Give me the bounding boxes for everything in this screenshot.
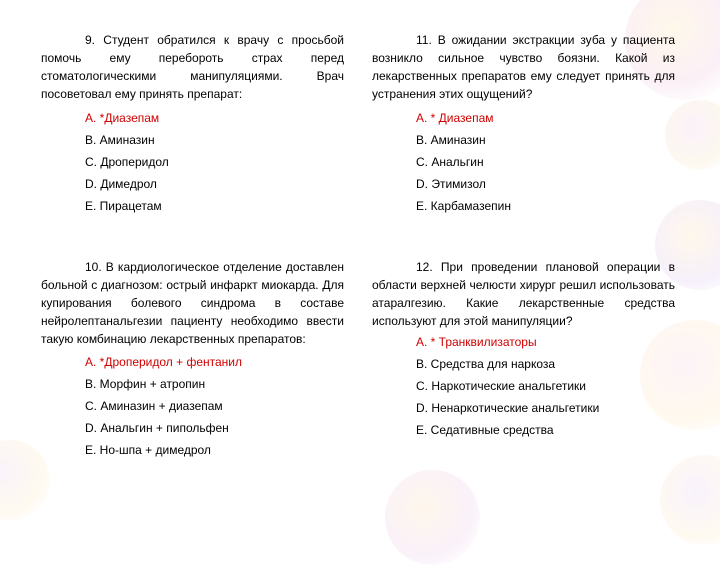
- question-11: [372, 31, 675, 217]
- option-c: С. Наркотические анальгетики: [416, 379, 586, 393]
- option-d: D. Этимизол: [416, 177, 486, 191]
- decorative-bubble: [385, 470, 480, 565]
- option-a: А. * Транквилизаторы: [416, 335, 537, 349]
- option-e: Е. Но-шпа + димедрол: [85, 443, 211, 457]
- option-c: С. Дроперидол: [85, 155, 169, 169]
- option-b: В. Средства для наркоза: [416, 357, 556, 371]
- decorative-bubble: [660, 455, 720, 545]
- option-e: Е. Карбамазепин: [416, 199, 511, 213]
- question-10: [41, 258, 344, 461]
- question-text: 12. При проведении плановой операции в области верхней челюсти хирург решил использовать атаралгезию. Какие лекарственные средства используют для этой манипуляции?: [372, 260, 675, 328]
- option-d: D. Ненаркотические анальгетики: [416, 401, 600, 415]
- answer-options: [372, 107, 675, 217]
- question-text: 9. Студент обратился к врачу с просьбой помочь ему перебороть страх перед стоматологическими манипуляциями. Врач посоветовал ему принять препарат:: [41, 33, 344, 101]
- option-c: С. Анальгин: [416, 155, 484, 169]
- option-e: Е. Пирацетам: [85, 199, 162, 213]
- option-b: В. Морфин + атропин: [85, 377, 206, 391]
- answer-options: [41, 107, 344, 217]
- question-text: 10. В кардиологическое отделение доставлен больной с диагнозом: острый инфаркт миокарда. Для купирования болевого синдрома в составе нейролептанальгезии пациенту необходимо ввести такую комбинацию лекарственных препаратов:: [41, 260, 344, 346]
- question-text: 11. В ожидании экстракции зуба у пациента возникло сильное чувство боязни. Какой из лекарственных препаратов ему следует принять для устранения этих ощущений?: [372, 33, 675, 101]
- option-a: А. *Дроперидол + фентанил: [85, 355, 242, 369]
- option-c: С. Аминазин + диазепам: [85, 399, 223, 413]
- option-a: А. *Диазепам: [85, 111, 160, 125]
- option-b: В. Аминазин: [85, 133, 155, 147]
- option-d: D. Димедрол: [85, 177, 157, 191]
- option-d: D. Анальгин + пипольфен: [85, 421, 229, 435]
- option-a: А. * Диазепам: [416, 111, 494, 125]
- answer-options: [41, 351, 344, 461]
- question-9: [41, 31, 344, 217]
- option-e: Е. Седативные средства: [416, 423, 554, 437]
- option-b: В. Аминазин: [416, 133, 486, 147]
- answer-options: [372, 331, 675, 441]
- question-12: [372, 258, 675, 441]
